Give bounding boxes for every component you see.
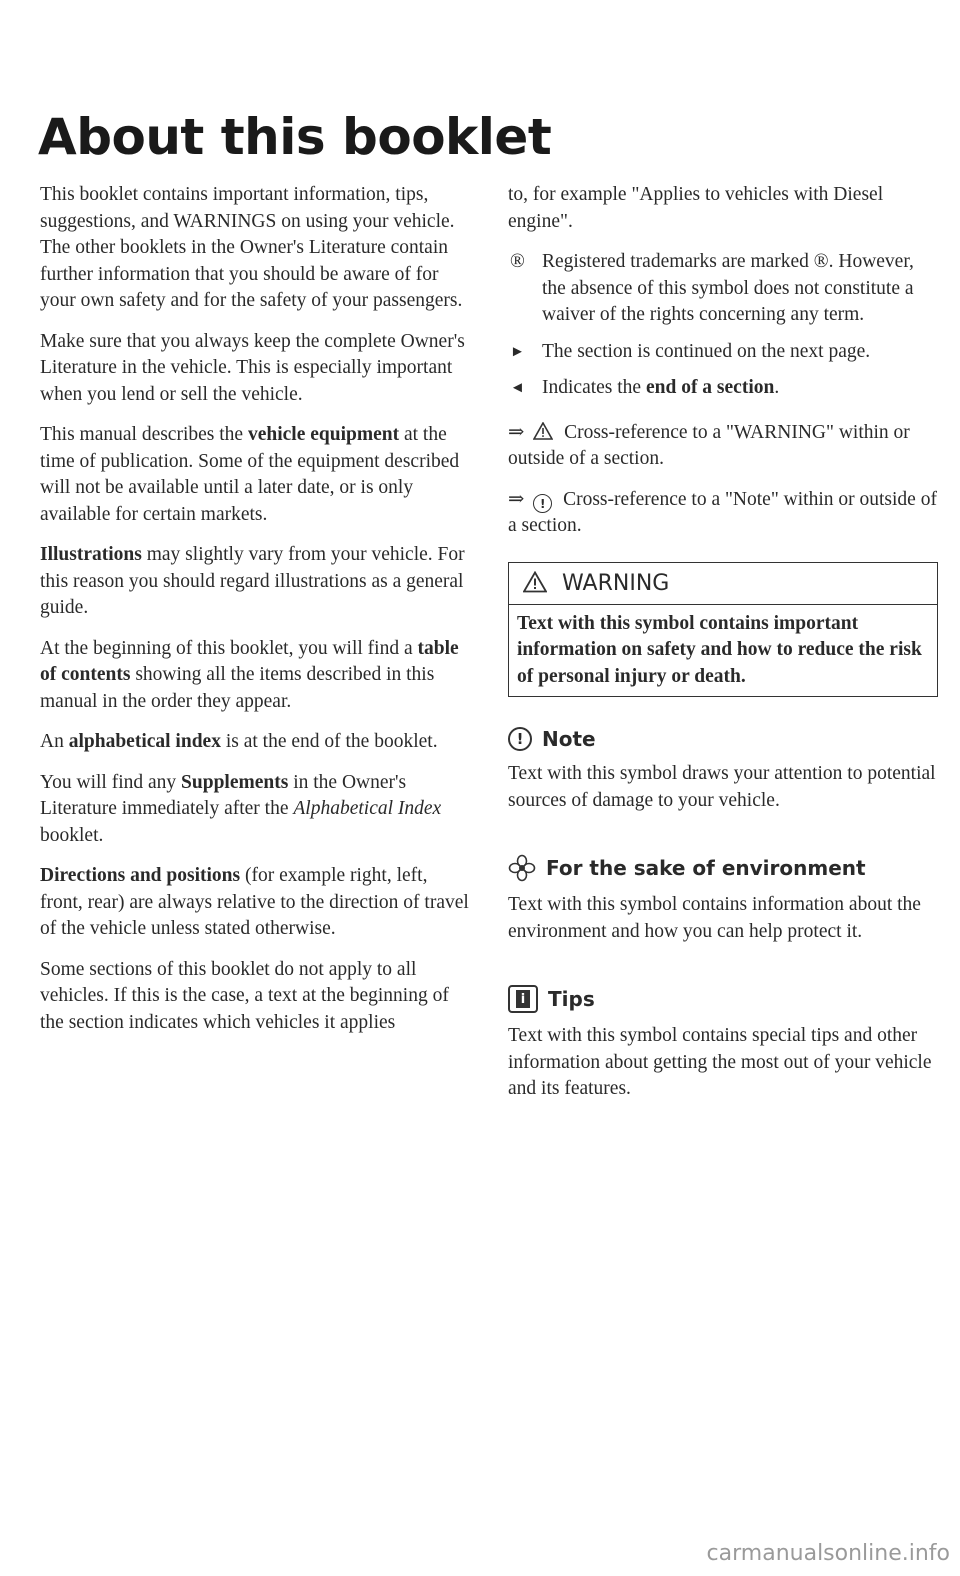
registered-trademark-row: ® Registered trademarks are marked ®. However, the absence of this symbol does not constitute a waiver of the rights concerning any term.	[510, 251, 914, 325]
sections-paragraph: Some sections of this booklet do not apply to all vehicles. If this is the case, a text at the beginning of the section indicates which vehicles it applies	[40, 958, 449, 1033]
warning-triangle-icon	[533, 422, 553, 440]
equipment-paragraph: This manual describes the vehicle equipment at the time of publication. Some of the equipment described will not be available until a later date, or is only available for certain markets.	[40, 424, 460, 525]
right-column	[508, 182, 938, 1117]
tips-paragraph: Text with this symbol contains special tips and other information about getting the most out of your vehicle and its features.	[508, 1025, 932, 1100]
environment-paragraph: Text with this symbol contains information about the environment and how you can help protect it.	[508, 894, 921, 942]
warning-triangle-icon	[523, 571, 547, 593]
warning-body: Text with this symbol contains important information on safety and how to reduce the risk of personal injury or death.	[517, 612, 922, 687]
warning-box	[508, 562, 938, 698]
directions-paragraph: Directions and positions (for example right, left, front, rear) are always relative to the direction of travel of the vehicle unless stated otherwise.	[40, 865, 469, 939]
warning-header: WARNING	[509, 563, 937, 605]
left-column	[40, 182, 470, 1050]
xref-note: ⇒ ! Cross-reference to a "Note" within or outside of a section.	[508, 488, 937, 537]
contents-paragraph: At the beginning of this booklet, you will find a table of contents showing all the items described in this manual in the order they appear.	[40, 637, 459, 712]
note-heading: ! Note	[508, 727, 938, 751]
triangle-left-icon: ◄	[510, 380, 525, 396]
index-paragraph: An alphabetical index is at the end of the booklet.	[40, 731, 438, 752]
note-paragraph: Text with this symbol draws your attention to potential sources of damage to your vehicle.	[508, 763, 936, 811]
registered-icon: ®	[510, 251, 525, 272]
tips-heading: i Tips	[508, 985, 938, 1013]
flower-icon	[508, 854, 536, 882]
note-circle-icon: !	[508, 727, 532, 751]
literature-paragraph: Make sure that you always keep the complete Owner's Literature in the vehicle. This is especially important when you lend or sell the vehicle.	[40, 330, 465, 405]
applies-paragraph: to, for example "Applies to vehicles with Diesel engine".	[508, 184, 884, 232]
xref-warning: ⇒ Cross-reference to a "WARNING" within or outside of a section.	[508, 421, 910, 469]
watermark: carmanualsonline.info	[706, 1541, 950, 1566]
continued-row: ► The section is continued on the next page.	[508, 339, 938, 366]
page-title: About this booklet	[38, 108, 552, 166]
intro-paragraph: This booklet contains important information, tips, suggestions, and WARNINGS on using your vehicle. The other booklets in the Owner's Literature contain further information that you should be aware of for your own safety and for the safety of your passengers.	[40, 184, 463, 311]
note-circle-icon: !	[533, 494, 552, 513]
illustrations-paragraph: Illustrations may slightly vary from your vehicle. For this reason you should regard illustrations as a general guide.	[40, 544, 465, 618]
info-book-icon: i	[508, 985, 538, 1013]
arrow-icon: ⇒	[508, 421, 525, 443]
supplements-paragraph: You will find any Supplements in the Owner's Literature immediately after the Alphabetical Index booklet.	[40, 771, 442, 846]
triangle-right-icon: ►	[510, 343, 525, 360]
environment-heading: For the sake of environment	[508, 854, 938, 882]
arrow-icon: ⇒	[508, 488, 525, 510]
end-of-section-row: ◄ Indicates the end of a section.	[508, 375, 938, 402]
